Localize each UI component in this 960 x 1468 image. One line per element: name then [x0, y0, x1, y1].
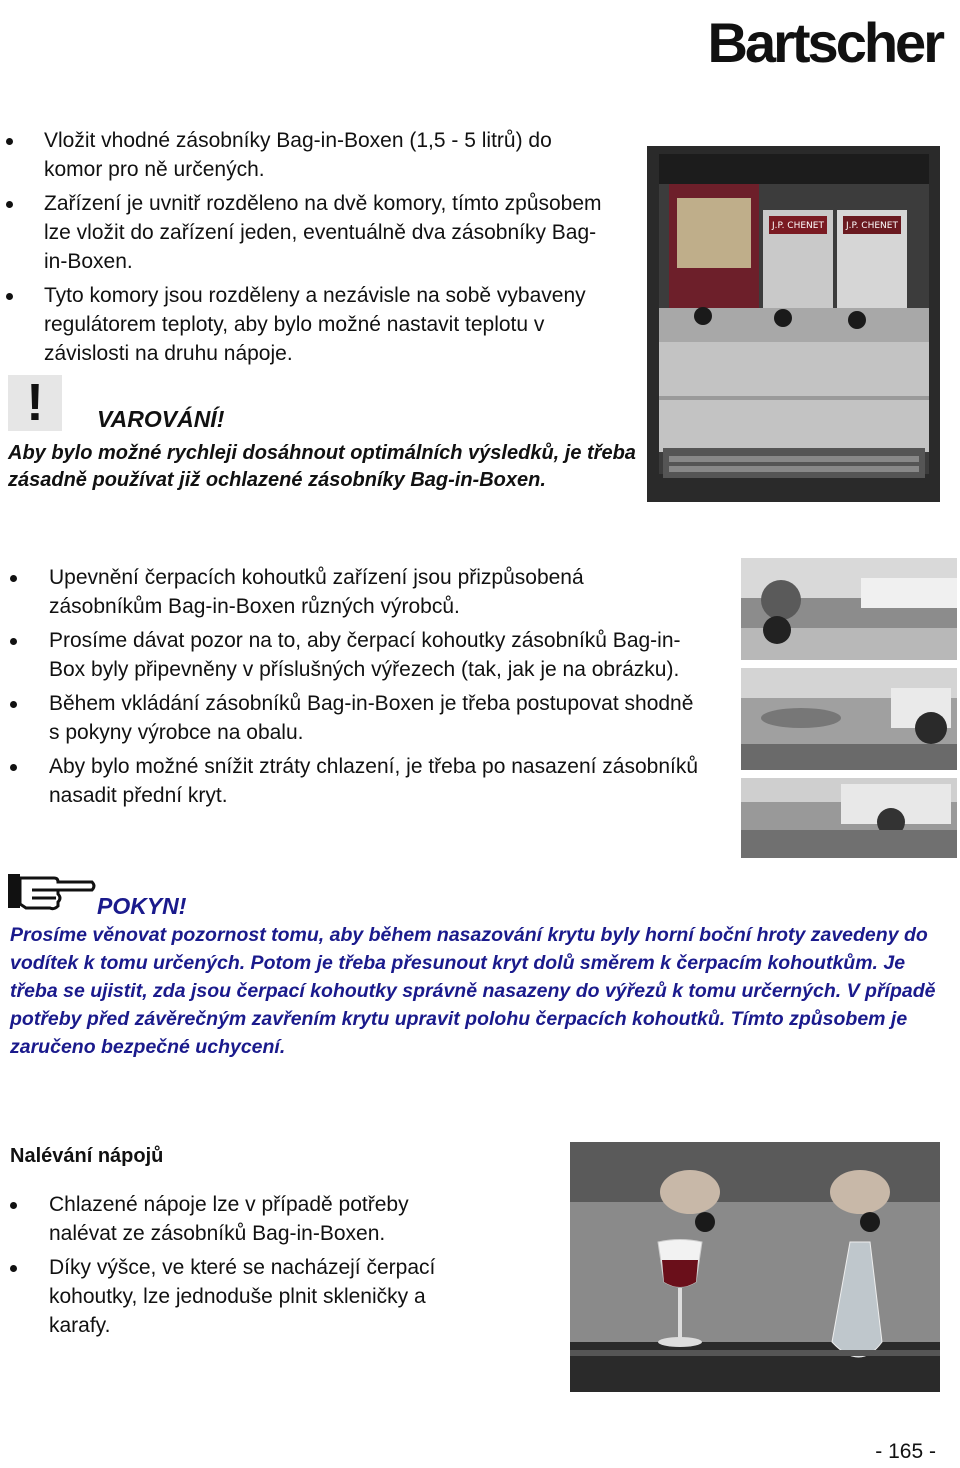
pouring-photo — [570, 1142, 940, 1392]
list-item: Díky výšce, ve které se nacházejí čerpací kohoutky, lze jednoduše plnit skleničky a karafy. — [2, 1253, 472, 1340]
bullet-icon — [10, 575, 17, 582]
bullet-icon — [10, 1202, 17, 1209]
section-heading: Nalévání nápojů — [10, 1145, 164, 1167]
bullet-icon — [6, 138, 13, 145]
tap-bullet-list — [2, 563, 702, 815]
pointing-hand-icon — [6, 868, 96, 914]
dispenser-photo — [645, 138, 942, 504]
tap-photo-1 — [741, 558, 957, 660]
bullet-icon — [6, 293, 13, 300]
bartscher-logo — [708, 10, 942, 75]
page-number: - 165 - — [875, 1440, 936, 1463]
tap-photo-2 — [741, 668, 957, 770]
box-label-2: J.P. CHENET — [846, 221, 898, 231]
list-item: Během vkládání zásobníků Bag-in-Boxen je třeba postupovat shodně s pokyny výrobce na obalu. — [2, 689, 702, 747]
note-text: Prosíme věnovat pozornost tomu, aby během nasazování krytu byly horní boční hroty zavedeny do vodítek k tomu určených. Potom je třeba přesunout kryt dolů směrem k čerpacím kohoutkům. Je třeba se ujistit, zda jsou čerpací kohoutky správně nasazeny do výřezů k tomu určerných. V případě potřeby před závěrečným zavřením krytu upravit polohu čerpacích kohoutků. Tímto způsobem je zaručeno bezpečné uchycení. — [10, 924, 936, 1058]
section-bullet-list — [2, 1190, 472, 1345]
box-label-1: J.P. CHENET — [772, 221, 824, 231]
list-item: Upevnění čerpacích kohoutků zařízení jsou přizpůsobená zásobníkům Bag-in-Boxen různých výrobců. — [2, 563, 702, 621]
warning-text: Aby bylo možné rychleji dosáhnout optimálních výsledků, je třeba zásadně používat již ochlazené zásobníky Bag-in-Boxen. — [8, 442, 636, 491]
bullet-icon — [10, 1265, 17, 1272]
list-item: Aby bylo možné snížit ztráty chlazení, je třeba po nasazení zásobníků nasadit přední kryt. — [2, 752, 702, 810]
bullet-icon — [10, 638, 17, 645]
logo-text: Bartscher — [707, 11, 942, 74]
exclamation-icon: ! — [8, 375, 62, 431]
bullet-icon — [10, 764, 17, 771]
list-item: Prosíme dávat pozor na to, aby čerpací kohoutky zásobníků Bag-in-Box byly připevněny v příslušných výřezech (tak, jak je na obrázku). — [2, 626, 702, 684]
list-item: Zařízení je uvnitř rozděleno na dvě komory, tímto způsobem lze vložit do zařízení jeden, eventuálně dva zásobníky Bag-in-Boxen. — [2, 189, 602, 276]
intro-bullet-list — [2, 126, 602, 373]
warning-heading: VAROVÁNÍ! — [97, 406, 225, 432]
list-item: Tyto komory jsou rozděleny a nezávisle na sobě vybaveny regulátorem teploty, aby bylo možné nastavit teplotu v závislosti na druhu nápoje. — [2, 281, 602, 368]
tap-photo-3 — [741, 778, 957, 858]
bullet-icon — [10, 701, 17, 708]
list-item: Vložit vhodné zásobníky Bag-in-Boxen (1,5 - 5 litrů) do komor pro ně určených. — [2, 126, 602, 184]
bullet-icon — [6, 201, 13, 208]
note-heading: POKYN! — [97, 893, 187, 919]
list-item: Chlazené nápoje lze v případě potřeby nalévat ze zásobníků Bag-in-Boxen. — [2, 1190, 472, 1248]
